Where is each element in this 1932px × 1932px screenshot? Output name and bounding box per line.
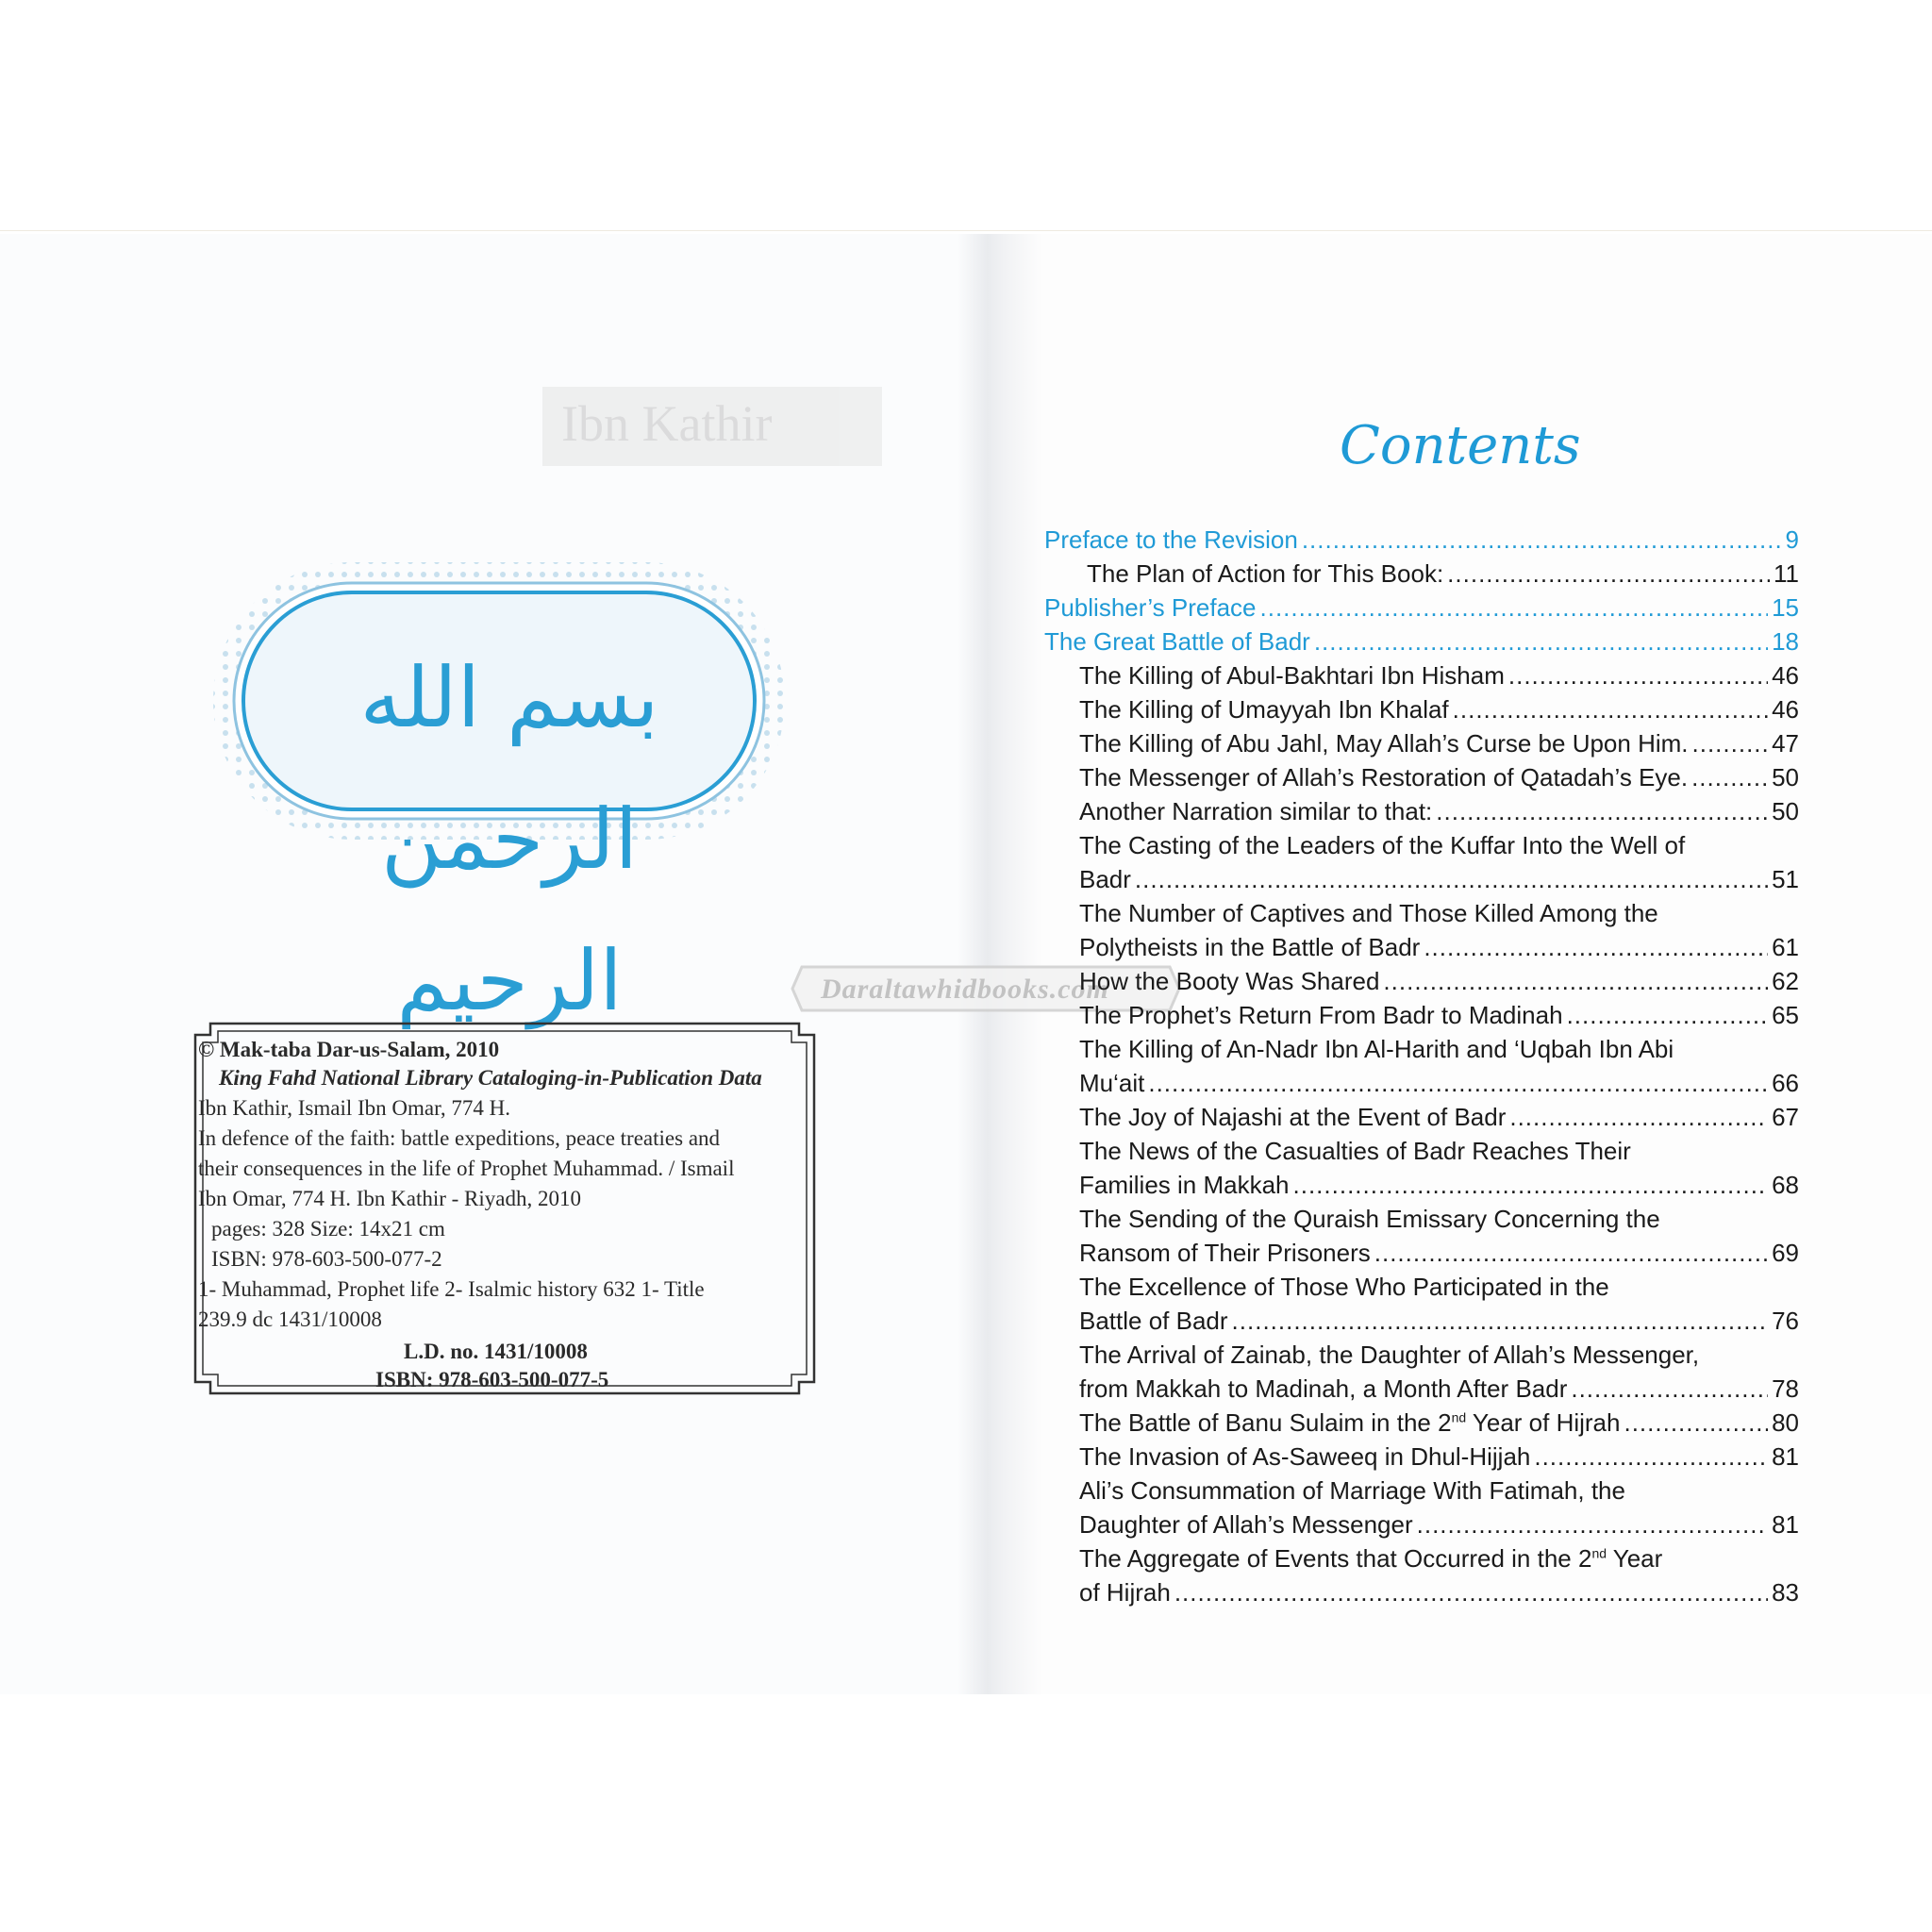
toc-entry <box>1044 998 1799 1032</box>
toc-entry-page: 81 <box>1772 1442 1799 1471</box>
toc-entry <box>1044 1406 1799 1440</box>
toc-dot-leader <box>1374 1236 1768 1270</box>
toc-entry <box>1044 658 1799 692</box>
toc-entry-page: 83 <box>1772 1578 1799 1607</box>
toc-entry-label: Daughter of Allah’s Messenger <box>1079 1510 1413 1539</box>
toc-dot-leader <box>1447 557 1770 591</box>
toc-label-part: The Aggregate of Events that Occurred in the 2 <box>1079 1544 1592 1573</box>
toc-dot-leader <box>1571 1372 1768 1406</box>
toc-dot-leader <box>1453 692 1768 726</box>
toc-dot-leader <box>1232 1304 1769 1338</box>
toc-entry-page: 66 <box>1772 1069 1799 1097</box>
catalog-isbn-bottom: ISBN: 978-603-500-077-5 <box>375 1368 609 1391</box>
catalog-subjects: 1- Muhammad, Prophet life 2- Isalmic history 632 1- Title <box>198 1277 705 1301</box>
toc-dot-leader <box>1417 1507 1768 1541</box>
catalog-title-1: In defence of the faith: battle expeditions, peace treaties and <box>198 1126 721 1150</box>
toc-entry-label: Publisher’s Preface <box>1044 593 1257 622</box>
catalog-library-heading: King Fahd National Library Cataloging-in-Publication Data <box>219 1066 762 1090</box>
toc-entry <box>1044 1270 1799 1338</box>
toc-entry-page: 68 <box>1772 1171 1799 1199</box>
toc-entry <box>1044 726 1799 760</box>
toc-entry-label: Battle of Badr <box>1079 1307 1228 1335</box>
toc-dot-leader <box>1314 625 1768 658</box>
toc-entry-label: The Killing of Umayyah Ibn Khalaf <box>1079 695 1449 724</box>
toc-entry-label-first-line: The Killing of An-Nadr Ibn Al-Harith and ‘Uqbah Ibn Abi <box>1079 1035 1674 1063</box>
toc-entry-page: 15 <box>1772 593 1799 622</box>
toc-entry-label: The Great Battle of Badr <box>1044 627 1310 656</box>
toc-label-superscript: nd <box>1591 1545 1607 1561</box>
toc-entry-page: 51 <box>1772 865 1799 893</box>
toc-dot-leader <box>1260 591 1769 625</box>
toc-entry-label: from Makkah to Madinah, a Month After Badr <box>1079 1374 1568 1403</box>
toc-entry-label: Another Narration similar to that: <box>1079 797 1433 825</box>
toc-entry <box>1044 1338 1799 1406</box>
toc-entry-label: The Messenger of Allah’s Restoration of Qatadah’s Eye. <box>1079 763 1689 791</box>
scan-top-edge <box>0 230 1932 231</box>
toc-label-superscript: nd <box>1451 1409 1467 1425</box>
catalog-author: Ibn Kathir, Ismail Ibn Omar, 774 H. <box>198 1096 510 1120</box>
toc-entry <box>1044 692 1799 726</box>
toc-entry-page: 62 <box>1772 967 1799 995</box>
toc-entry-label: The Prophet’s Return From Badr to Madinah <box>1079 1001 1563 1029</box>
toc-entry <box>1044 828 1799 896</box>
toc-entry-page: 76 <box>1772 1307 1799 1335</box>
show-through-title-text: Ibn Kathir <box>561 395 773 452</box>
toc-entry-page: 46 <box>1772 661 1799 690</box>
toc-entry <box>1044 1474 1799 1541</box>
toc-entry-label-first-line: The Sending of the Quraish Emissary Concerning the <box>1079 1205 1660 1233</box>
toc-dot-leader <box>1567 998 1769 1032</box>
bismillah-calligraphy: بسم الله الرحمن الرحيم <box>359 649 659 1029</box>
toc-entry-page: 67 <box>1772 1103 1799 1131</box>
toc-dot-leader <box>1293 1168 1769 1202</box>
toc-entry <box>1044 557 1799 591</box>
catalog-pages: pages: 328 Size: 14x21 cm <box>211 1217 445 1241</box>
toc-entry-label-first-line <box>1079 1541 1799 1575</box>
toc-entry-label: The Invasion of As-Saweeq in Dhul-Hijjah <box>1079 1442 1531 1471</box>
toc-dot-leader <box>1174 1575 1768 1609</box>
toc-dot-leader <box>1148 1066 1768 1100</box>
toc-dot-leader <box>1436 794 1768 828</box>
catalog-title-2: their consequences in the life of Prophet Muhammad. / Ismail <box>198 1157 735 1180</box>
toc-entry <box>1044 896 1799 964</box>
toc-dot-leader <box>1135 862 1768 896</box>
toc-dot-leader <box>1508 658 1768 692</box>
toc-entry-label: Families in Makkah <box>1079 1171 1290 1199</box>
toc-dot-leader <box>1424 930 1768 964</box>
toc-entry <box>1044 523 1799 557</box>
toc-entry-label: Ransom of Their Prisoners <box>1079 1239 1371 1267</box>
toc-dot-leader <box>1691 760 1768 794</box>
toc-entry-page: 46 <box>1772 695 1799 724</box>
toc-entry-page: 47 <box>1772 729 1799 758</box>
toc-entry-page: 9 <box>1785 525 1799 554</box>
toc-entry-page: 18 <box>1772 627 1799 656</box>
toc-entry-label: The Killing of Abu Jahl, May Allah’s Curse be Upon Him. <box>1079 729 1689 758</box>
show-through-title <box>542 387 882 466</box>
toc-dot-leader <box>1302 523 1782 557</box>
toc-entry-label-first-line: The News of the Casualties of Badr Reaches Their <box>1079 1137 1631 1165</box>
toc-entry-label-first-line: The Number of Captives and Those Killed Among the <box>1079 899 1658 927</box>
toc-entry-label: The Joy of Najashi at the Event of Badr <box>1079 1103 1507 1131</box>
toc-entry <box>1044 591 1799 625</box>
toc-entry <box>1044 964 1799 998</box>
toc-entry <box>1044 1440 1799 1474</box>
toc-entry-label: Badr <box>1079 865 1131 893</box>
toc-entry-label: Preface to the Revision <box>1044 525 1298 554</box>
toc-entry-label-first-line: The Casting of the Leaders of the Kuffar Into the Well of <box>1079 831 1686 859</box>
catalog-copyright: © Mak-taba Dar-us-Salam, 2010 <box>198 1038 500 1061</box>
catalog-dewey: 239.9 dc 1431/10008 <box>198 1307 382 1331</box>
toc-entry <box>1044 1032 1799 1100</box>
toc-entry-page: 61 <box>1772 933 1799 961</box>
toc-dot-leader <box>1383 964 1768 998</box>
toc-dot-leader <box>1624 1406 1768 1440</box>
toc-entry-label: The Killing of Abul-Bakhtari Ibn Hisham <box>1079 661 1505 690</box>
toc-entry-page: 81 <box>1772 1510 1799 1539</box>
toc-entry-page: 69 <box>1772 1239 1799 1267</box>
toc-entry-label-first-line: The Arrival of Zainab, the Daughter of Allah’s Messenger, <box>1079 1341 1700 1369</box>
toc-entry <box>1044 760 1799 794</box>
toc-entry <box>1044 1541 1799 1609</box>
catalog-title-3: Ibn Omar, 774 H. Ibn Kathir - Riyadh, 2010 <box>198 1187 581 1210</box>
toc-entry <box>1044 1100 1799 1134</box>
toc-entry-page: 50 <box>1772 797 1799 825</box>
toc-entry-label-first-line: The Excellence of Those Who Participated in the <box>1079 1273 1609 1301</box>
toc-entry-label: Mu‘ait <box>1079 1069 1145 1097</box>
toc-entry <box>1044 1134 1799 1202</box>
toc-label-part: Year <box>1607 1544 1663 1573</box>
toc-entry-label: The Plan of Action for This Book: <box>1087 559 1444 588</box>
toc-dot-leader <box>1692 726 1769 760</box>
table-of-contents <box>1044 523 1799 1609</box>
toc-entry-label-first-line: Ali’s Consummation of Marriage With Fatimah, the <box>1079 1476 1625 1505</box>
toc-entry-page: 11 <box>1774 559 1799 588</box>
toc-entry <box>1044 1202 1799 1270</box>
toc-entry-label: How the Booty Was Shared <box>1079 967 1380 995</box>
contents-title: Contents <box>1340 415 1581 476</box>
toc-entry-label: Polytheists in the Battle of Badr <box>1079 933 1421 961</box>
toc-entry-label: of Hijrah <box>1079 1578 1171 1607</box>
catalog-isbn: ISBN: 978-603-500-077-2 <box>211 1247 442 1271</box>
toc-entry-page: 80 <box>1772 1408 1799 1437</box>
toc-entry <box>1044 625 1799 658</box>
toc-entry-page: 65 <box>1772 1001 1799 1029</box>
toc-dot-leader <box>1509 1100 1768 1134</box>
toc-entry <box>1044 794 1799 828</box>
watermark-text: Daraltawhidbooks.com <box>821 974 1109 1005</box>
toc-entry-label: The Battle of Banu Sulaim in the 2nd Year of Hijrah <box>1079 1408 1621 1437</box>
toc-dot-leader <box>1534 1440 1768 1474</box>
toc-entry-page: 50 <box>1772 763 1799 791</box>
catalog-ld-number: L.D. no. 1431/10008 <box>404 1340 588 1363</box>
toc-entry-page: 78 <box>1772 1374 1799 1403</box>
